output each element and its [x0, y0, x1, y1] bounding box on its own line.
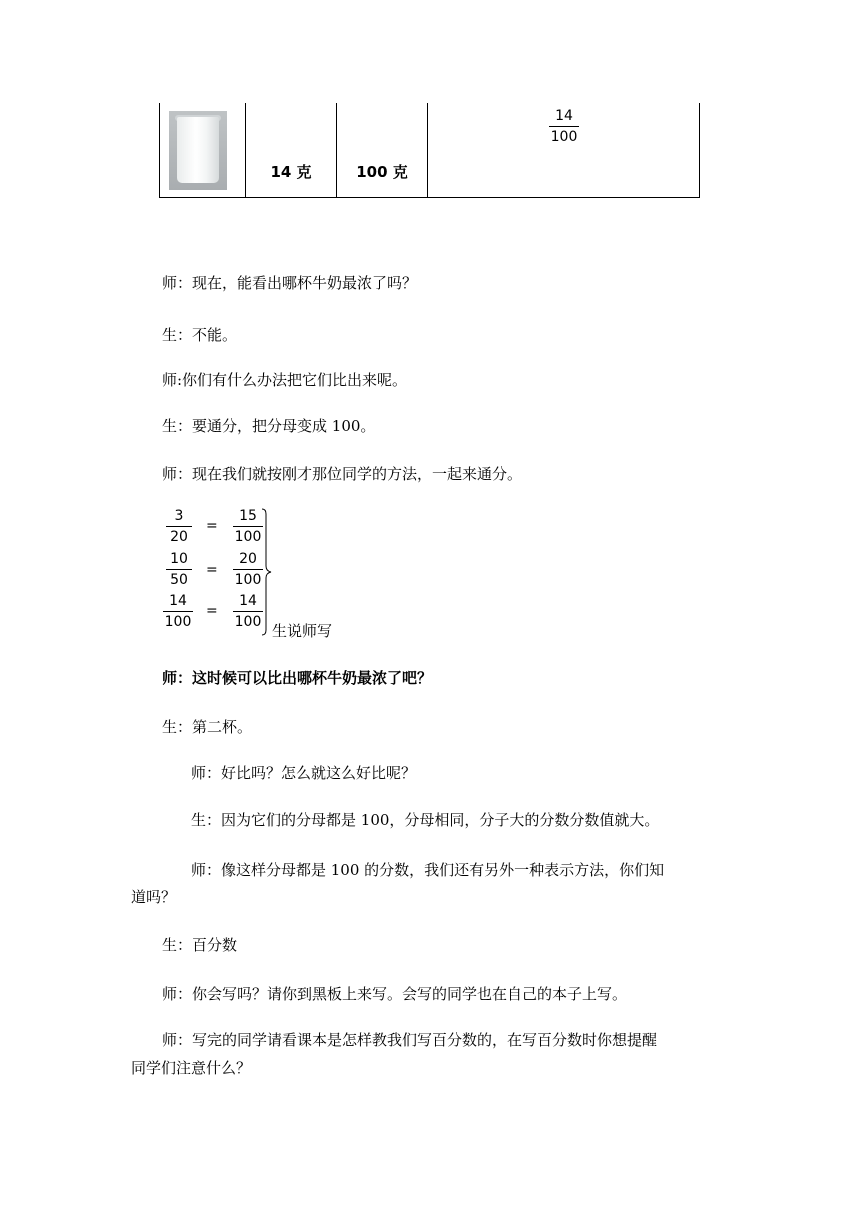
eq2-right-numerator: 20 [239, 551, 257, 567]
fraction [549, 108, 579, 145]
eq3-left-denominator: 100 [164, 614, 192, 630]
milk [177, 117, 219, 183]
eq2-left-denominator: 50 [170, 572, 188, 588]
fraction-bar [233, 569, 263, 570]
eq2-right-fraction [233, 551, 263, 588]
eq3-equals: = [206, 603, 218, 619]
table-cell-milk-weight [246, 103, 337, 197]
line-10a: 师：像这样分母都是 100 的分数，我们还有另外一种表示方法，你们知 [191, 861, 665, 879]
eq2-right-denominator: 100 [234, 572, 262, 588]
denominator: 100 [550, 129, 578, 145]
fraction-bar [549, 126, 579, 127]
line-6: 师：这时候可以比出哪杯牛奶最浓了吧？ [162, 669, 433, 687]
line-13b: 同学们注意什么？ [131, 1059, 252, 1077]
equations-note: 生说师写 [272, 622, 333, 640]
eq3-left-fraction [163, 593, 193, 630]
line-2: 生：不能。 [162, 326, 238, 344]
eq1-right-fraction [233, 508, 263, 545]
eq1-left-numerator: 3 [174, 508, 184, 524]
line-8: 师：好比吗？怎么就这么好比呢？ [191, 764, 417, 782]
eq3-right-denominator: 100 [234, 614, 262, 630]
numerator: 14 [555, 108, 573, 124]
line-4: 生：要通分，把分母变成 100。 [162, 417, 376, 435]
eq1-equals: = [206, 518, 218, 534]
total-weight: 100 克 [356, 163, 408, 181]
eq3-right-fraction [233, 593, 263, 630]
milk-weight: 14 克 [270, 163, 312, 181]
line-1: 师：现在，能看出哪杯牛奶最浓了吗？ [162, 274, 418, 292]
table-cell-fraction [428, 103, 699, 197]
line-11: 生：百分数 [162, 936, 238, 954]
eq1-left-denominator: 20 [170, 529, 188, 545]
line-10b: 道吗？ [131, 888, 177, 906]
eq3-right-numerator: 14 [239, 593, 257, 609]
fraction-bar [163, 611, 193, 612]
eq2-equals: = [206, 562, 218, 578]
eq2-left-fraction [166, 551, 192, 588]
fraction-bar [166, 526, 192, 527]
fraction-bar [233, 611, 263, 612]
table-cell-total-weight [337, 103, 428, 197]
eq1-right-numerator: 15 [239, 508, 257, 524]
milk-table [159, 103, 700, 198]
table-cell-image [160, 103, 246, 197]
line-3: 师:你们有什么办法把它们比出来呢。 [162, 371, 408, 389]
milk-glass-image [169, 111, 227, 190]
eq1-right-denominator: 100 [234, 529, 262, 545]
eq3-left-numerator: 14 [169, 593, 187, 609]
fraction-bar [233, 526, 263, 527]
line-7: 生：第二杯。 [162, 718, 253, 736]
line-12: 师：你会写吗？请你到黑板上来写。会写的同学也在自己的本子上写。 [162, 985, 628, 1003]
line-13a: 师：写完的同学请看课本是怎样教我们写百分数的，在写百分数时你想提醒 [162, 1031, 658, 1049]
line-5: 师：现在我们就按刚才那位同学的方法，一起来通分。 [162, 465, 523, 483]
right-brace-icon [261, 508, 273, 636]
eq2-left-numerator: 10 [170, 551, 188, 567]
line-9: 生：因为它们的分母都是 100，分母相同，分子大的分数分数值就大。 [191, 811, 660, 829]
eq1-left-fraction [166, 508, 192, 545]
fraction-bar [166, 569, 192, 570]
